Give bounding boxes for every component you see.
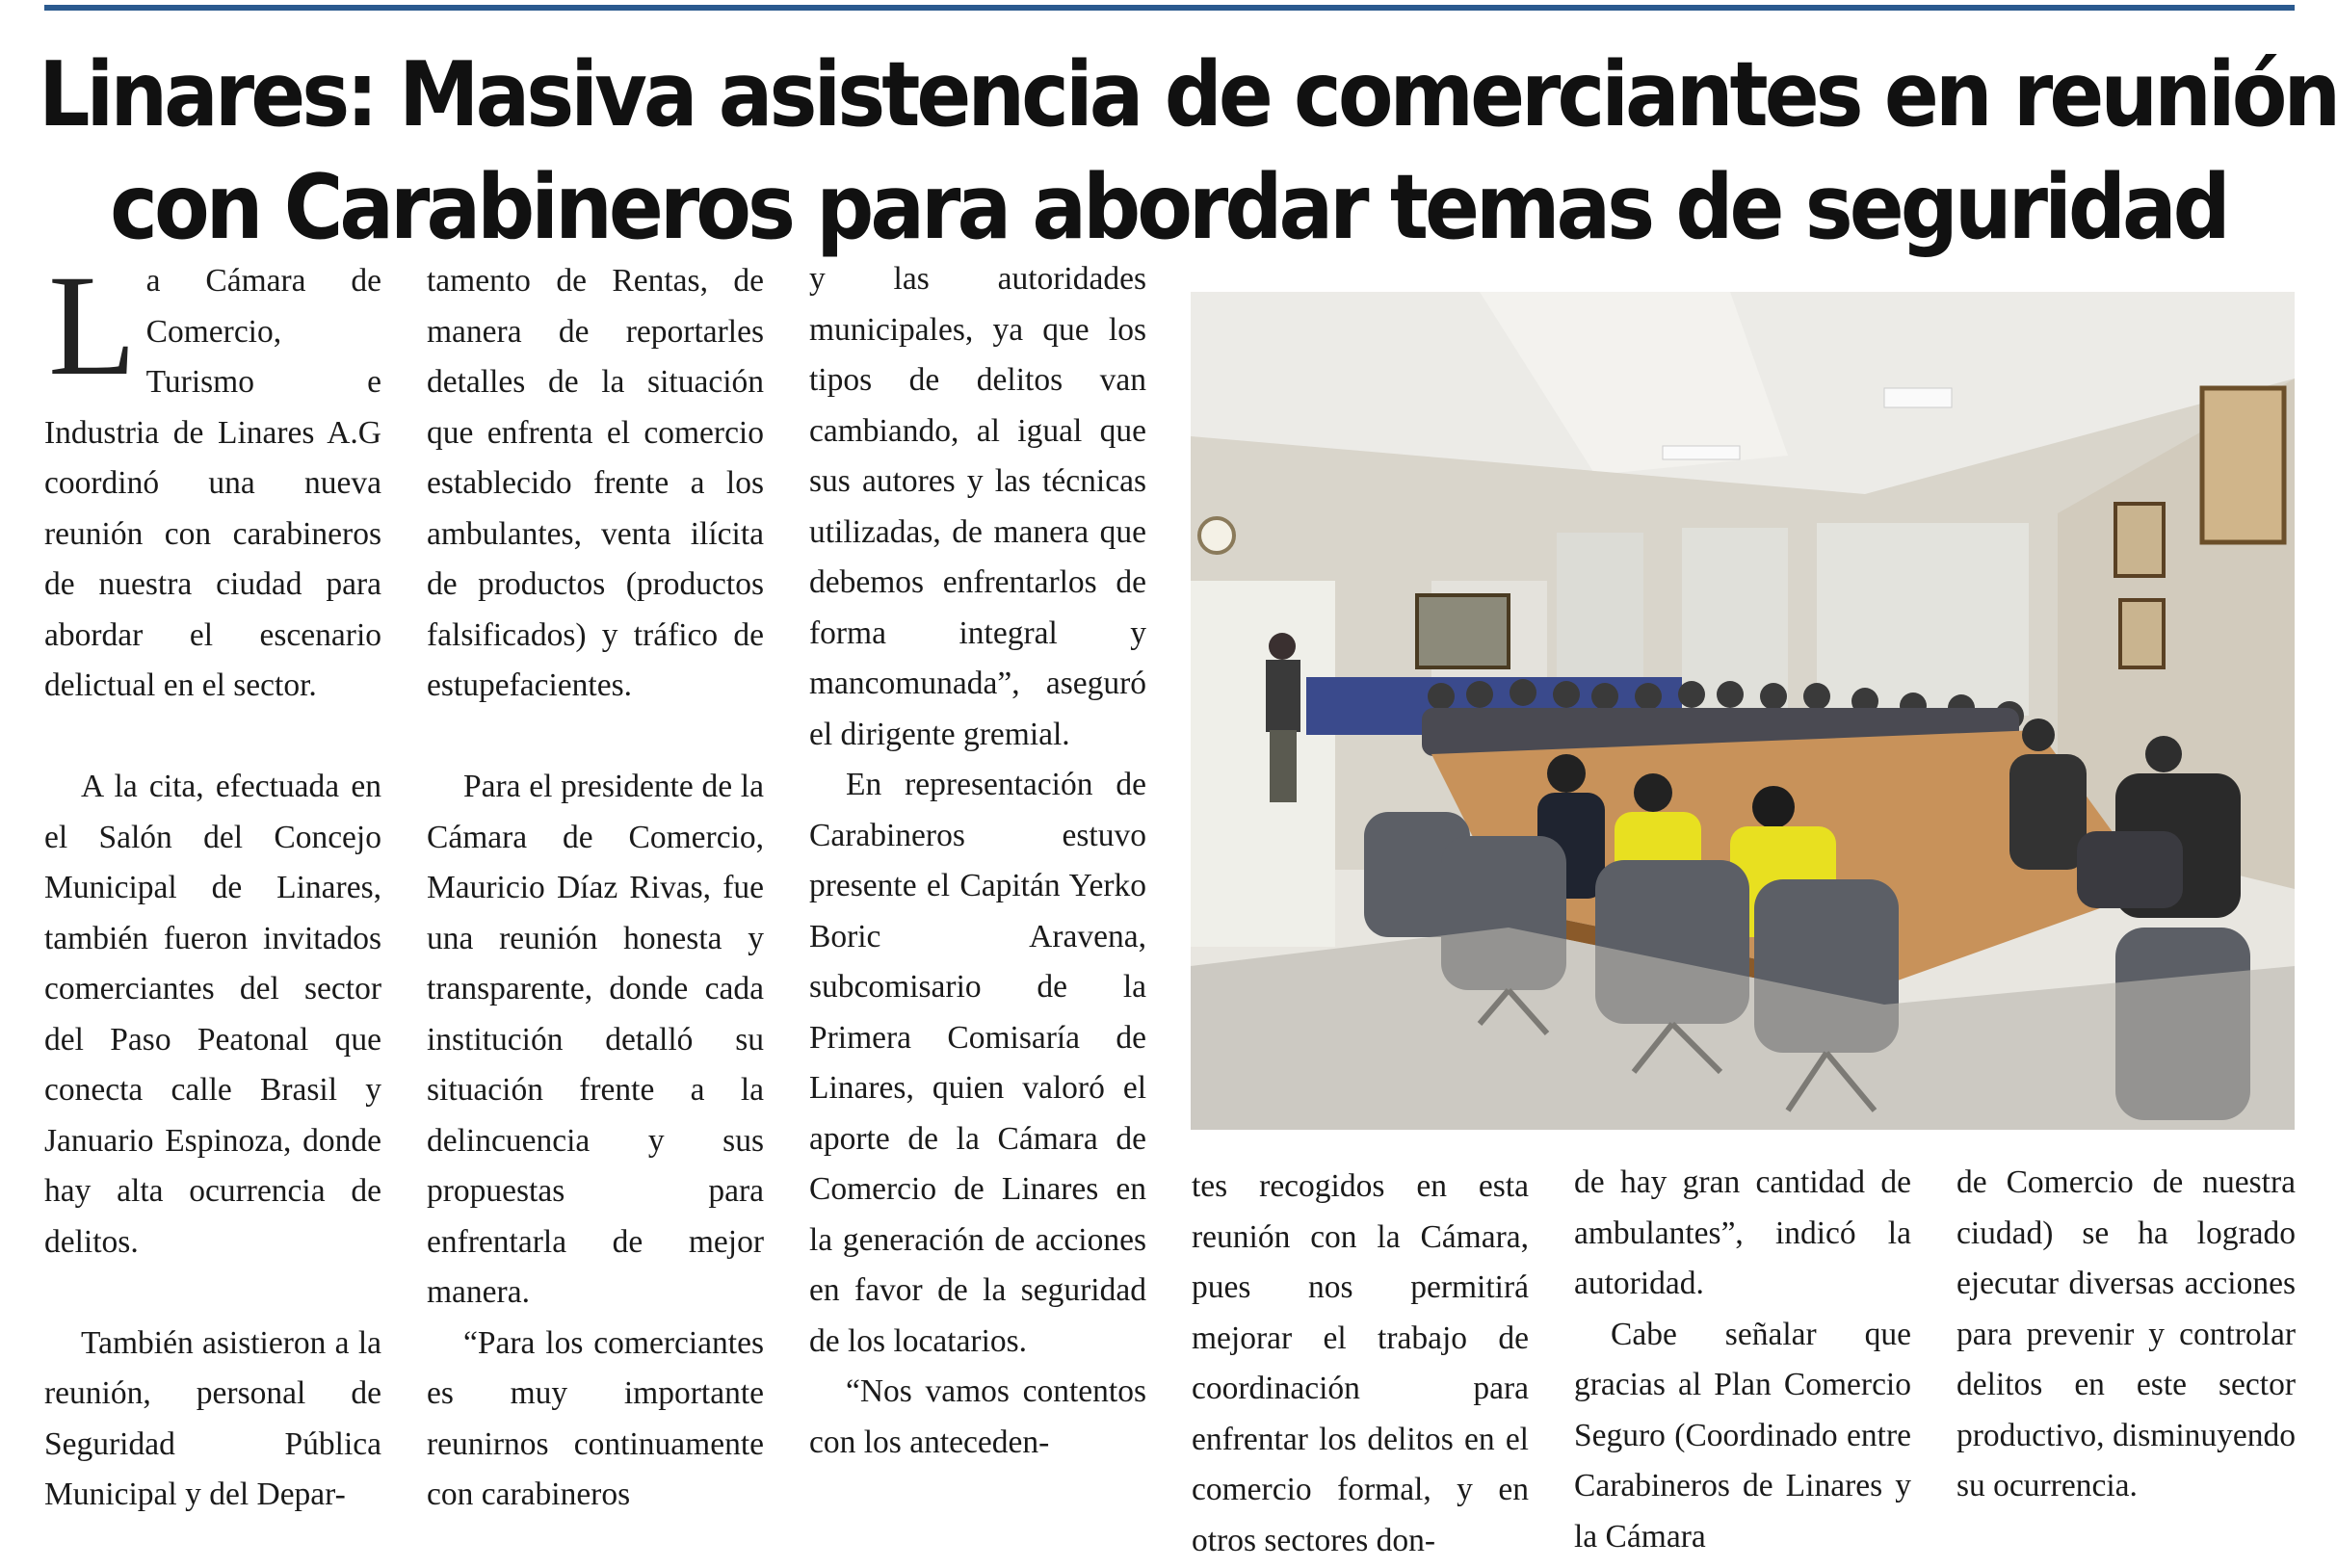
paragraph <box>44 246 381 712</box>
column-6 <box>1956 1158 2296 1512</box>
paragraph: y las autoridades municipales, ya que los tipos de delitos van cambiando, al igual que sus autores y las técnicas utilizadas, de manera que debemos enfrentarlos de forma integral y mancomunada”, aseguró el dirigente gremial. <box>809 261 1146 752</box>
headline-line-2: con Carabineros para abordar temas de seguridad <box>110 155 2227 259</box>
headline <box>39 39 2337 263</box>
meeting-photo <box>1191 292 2295 1130</box>
column-5 <box>1574 1158 1911 1562</box>
meeting-photo-illustration <box>1191 292 2295 1130</box>
headline-line-1: Linares: Masiva asistencia de comerciantes en reunión <box>39 42 2337 147</box>
paragraph: “Nos vamos contentos con los anteceden- <box>809 1373 1146 1460</box>
column-1 <box>44 246 381 1521</box>
column-3 <box>809 254 1146 1468</box>
drop-cap: L <box>48 246 137 405</box>
paragraph: Cabe señalar que gracias al Plan Comercio Seguro (Coordinado entre Carabineros de Linares y la Cámara <box>1574 1316 1911 1555</box>
paragraph: de Comercio de nuestra ciudad) se ha logrado ejecutar diversas acciones para prevenir y controlar delitos en este sector productivo, disminuyendo su ocurrencia. <box>1956 1164 2296 1503</box>
paragraph: También asistieron a la reunión, personal de Seguridad Pública Municipal y del Depar- <box>44 1324 381 1512</box>
paragraph: Para el presidente de la Cámara de Comercio, Mauricio Díaz Rivas, fue una reunión honesta y transparente, donde cada institución detalló su situación frente a la delincuencia y sus propuestas para enfrentarla de mejor manera. <box>427 769 764 1310</box>
paragraph: tamento de Rentas, de manera de reportarles detalles de la situación que enfrenta el comercio establecido frente a los ambulantes, venta ilícita de productos (productos falsificados) y tráfico de estupefacientes. <box>427 263 764 703</box>
column-4 <box>1192 1162 1529 1566</box>
paragraph: de hay gran cantidad de ambulantes”, indicó la autoridad. <box>1574 1164 1911 1301</box>
paragraph: “Para los comerciantes es muy importante reunirnos continuamente con carabineros <box>427 1324 764 1512</box>
top-rule <box>44 5 2295 11</box>
column-2 <box>427 256 764 1521</box>
paragraph-text: a Cámara de Comercio, Turismo e Industria de Linares A.G coordinó una nueva reunión con carabineros de nuestra ciudad para abordar el escenario delictual en el sector. <box>44 263 381 703</box>
paragraph: En representación de Carabineros estuvo presente el Capitán Yerko Boric Aravena, subcomisario de la Primera Comisaría de Linares, quien valoró el aporte de la Cámara de Comercio de Linares en la generación de acciones en favor de la seguridad de los locatarios. <box>809 767 1146 1359</box>
paragraph: A la cita, efectuada en el Salón del Concejo Municipal de Linares, también fueron invitados comerciantes del sector del Paso Peatonal que conecta calle Brasil y Januario Espinoza, donde hay alta ocurrencia de delitos. <box>44 769 381 1260</box>
paragraph: tes recogidos en esta reunión con la Cámara, pues nos permitirá mejorar el trabajo de coordinación para enfrentar los delitos en el comercio formal, y en otros sectores don- <box>1192 1168 1529 1558</box>
